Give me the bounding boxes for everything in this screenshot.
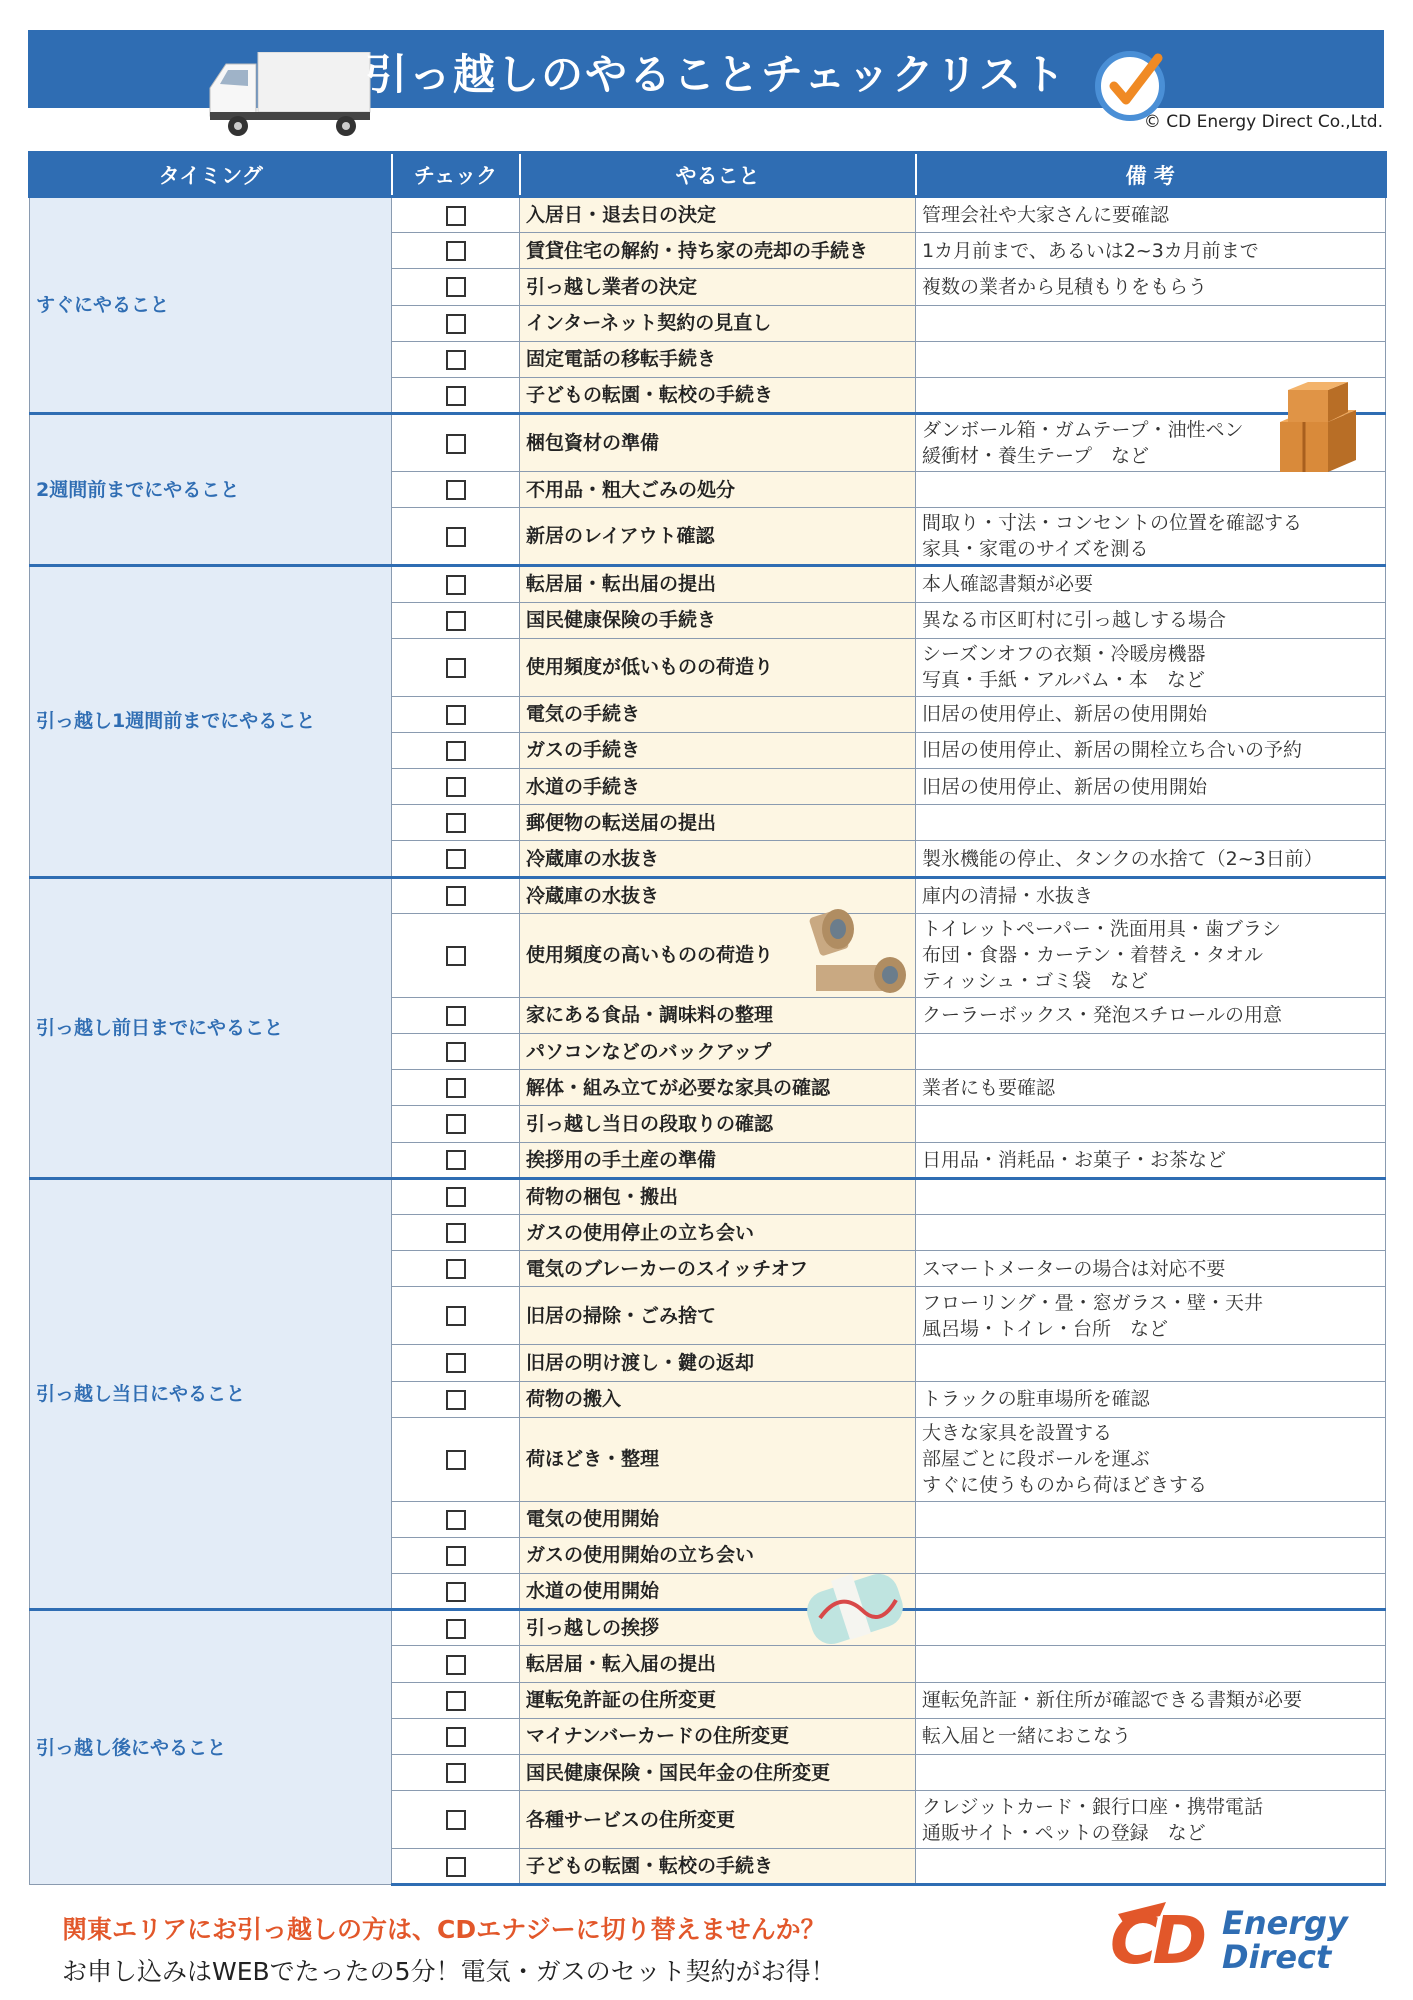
note-text: クーラーボックス・発泡スチロールの用意: [916, 997, 1386, 1033]
check-cell: [392, 1214, 520, 1250]
checkbox[interactable]: [446, 1114, 466, 1134]
table-row: [30, 877, 1386, 913]
checkbox[interactable]: [446, 1306, 466, 1326]
checkbox[interactable]: [446, 1810, 466, 1830]
note-text: シーズンオフの衣類・冷暖房機器 写真・手紙・アルバム・本 など: [916, 638, 1386, 696]
note-text: [916, 1034, 1386, 1070]
note-text: [916, 1501, 1386, 1537]
check-cell: [392, 805, 520, 841]
task-label: ガスの使用停止の立ち会い: [520, 1214, 916, 1250]
check-cell: [392, 508, 520, 566]
promo-subline: お申し込みはWEBでたったの5分！電気・ガスのセット契約がお得！: [62, 1957, 836, 1986]
checkbox[interactable]: [446, 241, 466, 261]
checkbox[interactable]: [446, 1006, 466, 1026]
logo-word-energy: Energy: [1222, 1904, 1348, 1942]
table-row: [30, 414, 1386, 472]
cd-energy-direct-logo: [1110, 1896, 1380, 1986]
logo-mark-text: CD: [1110, 1902, 1202, 1979]
check-cell: [392, 877, 520, 913]
note-text: 間取り・寸法・コンセントの位置を確認する 家具・家電のサイズを測る: [916, 508, 1386, 566]
task-label: 挨拶用の手土産の準備: [520, 1142, 916, 1178]
task-label: 子どもの転園・転校の手続き: [520, 1849, 916, 1885]
checkbox[interactable]: [446, 1187, 466, 1207]
check-cell: [392, 472, 520, 508]
note-text: [916, 1345, 1386, 1381]
header-task: やること: [520, 153, 916, 197]
task-label: 水道の手続き: [520, 769, 916, 805]
task-label: 使用頻度の高いものの荷造り: [520, 913, 916, 997]
note-text: 管理会社や大家さんに要確認: [916, 197, 1386, 233]
check-cell: [392, 769, 520, 805]
checkbox[interactable]: [446, 1223, 466, 1243]
task-label: 転居届・転入届の提出: [520, 1646, 916, 1682]
task-label: インターネット契約の見直し: [520, 305, 916, 341]
note-text: [916, 1849, 1386, 1885]
task-label: 入居日・退去日の決定: [520, 197, 916, 233]
task-label: 梱包資材の準備: [520, 414, 916, 472]
check-cell: [392, 638, 520, 696]
checkbox[interactable]: [446, 1763, 466, 1783]
checkbox[interactable]: [446, 575, 466, 595]
task-label: 転居届・転出届の提出: [520, 566, 916, 602]
task-label: 子どもの転園・転校の手続き: [520, 377, 916, 413]
note-text: 旧居の使用停止、新居の使用開始: [916, 769, 1386, 805]
checklist-table: [28, 151, 1387, 1886]
task-label: 荷物の梱包・搬出: [520, 1178, 916, 1214]
check-cell: [392, 913, 520, 997]
note-text: フローリング・畳・窓ガラス・壁・天井 風呂場・トイレ・台所 など: [916, 1287, 1386, 1345]
task-label: 国民健康保険・国民年金の住所変更: [520, 1755, 916, 1791]
checkbox[interactable]: [446, 386, 466, 406]
logo-mark: [1110, 1902, 1201, 1979]
task-label: 家にある食品・調味料の整理: [520, 997, 916, 1033]
checkbox[interactable]: [446, 777, 466, 797]
checkbox[interactable]: [446, 611, 466, 631]
task-label: 荷物の搬入: [520, 1381, 916, 1417]
checkbox[interactable]: [446, 1042, 466, 1062]
checkbox[interactable]: [446, 849, 466, 869]
task-label: 解体・組み立てが必要な家具の確認: [520, 1070, 916, 1106]
check-cell: [392, 997, 520, 1033]
note-text: [916, 1106, 1386, 1142]
task-label: 冷蔵庫の水抜き: [520, 841, 916, 877]
check-cell: [392, 1417, 520, 1501]
check-cell: [392, 197, 520, 233]
check-cell: [392, 1574, 520, 1610]
note-text: [916, 1646, 1386, 1682]
cardboard-boxes-icon: [1270, 382, 1366, 478]
checkbox[interactable]: [446, 206, 466, 226]
task-label: 引っ越し業者の決定: [520, 269, 916, 305]
checkbox[interactable]: [446, 1655, 466, 1675]
checkbox[interactable]: [446, 1353, 466, 1373]
check-cell: [392, 566, 520, 602]
check-cell: [392, 602, 520, 638]
check-cell: [392, 732, 520, 768]
checkbox[interactable]: [446, 277, 466, 297]
task-label: 引っ越し当日の段取りの確認: [520, 1106, 916, 1142]
note-text: [916, 305, 1386, 341]
check-cell: [392, 1755, 520, 1791]
task-label: 電気のブレーカーのスイッチオフ: [520, 1251, 916, 1287]
task-label: 不用品・粗大ごみの処分: [520, 472, 916, 508]
check-cell: [392, 1537, 520, 1573]
note-text: 1カ月前まで、あるいは2~3カ月前まで: [916, 233, 1386, 269]
promo-headline: 関東エリアにお引っ越しの方は、CDエナジーに切り替えませんか？: [62, 1915, 826, 1944]
task-label: ガスの使用開始の立ち会い: [520, 1537, 916, 1573]
note-text: トラックの駐車場所を確認: [916, 1381, 1386, 1417]
note-text: 大きな家具を設置する 部屋ごとに段ボールを運ぶ すぐに使うものから荷ほどきする: [916, 1417, 1386, 1501]
gift-towel-icon: [800, 1570, 910, 1650]
checkbox[interactable]: [446, 314, 466, 334]
copyright: © CD Energy Direct Co.,Ltd.: [1143, 112, 1383, 132]
header-timing: タイミング: [30, 153, 392, 197]
note-text: [916, 1537, 1386, 1573]
task-label: 旧居の掃除・ごみ捨て: [520, 1287, 916, 1345]
check-cell: [392, 1718, 520, 1754]
task-label: 冷蔵庫の水抜き: [520, 877, 916, 913]
page-title: 引っ越しのやることチェックリスト: [365, 50, 1067, 99]
task-label: 運転免許証の住所変更: [520, 1682, 916, 1718]
check-cell: [392, 269, 520, 305]
task-label: 水道の使用開始: [520, 1574, 916, 1610]
checkbox[interactable]: [446, 1727, 466, 1747]
note-text: 複数の業者から見積もりをもらう: [916, 269, 1386, 305]
check-cell: [392, 1849, 520, 1885]
packing-tape-icon: [806, 895, 910, 999]
task-label: 各種サービスの住所変更: [520, 1791, 916, 1849]
task-label: ガスの手続き: [520, 732, 916, 768]
task-label: パソコンなどのバックアップ: [520, 1034, 916, 1070]
checkbox[interactable]: [446, 946, 466, 966]
timing-label: 引っ越し当日にやること: [30, 1178, 392, 1610]
check-cell: [392, 841, 520, 877]
check-cell: [392, 1501, 520, 1537]
checkbox[interactable]: [446, 1510, 466, 1530]
note-text: [916, 1214, 1386, 1250]
title-banner: [28, 30, 1384, 108]
note-text: 製氷機能の停止、タンクの水捨て（2~3日前）: [916, 841, 1386, 877]
check-cell: [392, 305, 520, 341]
check-cell: [392, 233, 520, 269]
check-cell: [392, 1345, 520, 1381]
check-cell: [392, 1381, 520, 1417]
timing-label: 2週間前までにやること: [30, 414, 392, 566]
check-cell: [392, 1610, 520, 1646]
note-text: 旧居の使用停止、新居の使用開始: [916, 696, 1386, 732]
task-label: 固定電話の移転手続き: [520, 341, 916, 377]
note-text: [916, 805, 1386, 841]
note-text: [916, 1178, 1386, 1214]
check-cell: [392, 1178, 520, 1214]
timing-label: すぐにやること: [30, 197, 392, 414]
timing-label: 引っ越し1週間前までにやること: [30, 566, 392, 877]
checkbox[interactable]: [446, 1619, 466, 1639]
check-cell: [392, 1682, 520, 1718]
check-cell: [392, 1142, 520, 1178]
note-text: 庫内の清掃・水抜き: [916, 877, 1386, 913]
task-label: 電気の使用開始: [520, 1501, 916, 1537]
check-cell: [392, 341, 520, 377]
timing-label: 引っ越し前日までにやること: [30, 877, 392, 1178]
checkbox[interactable]: [446, 1259, 466, 1279]
note-text: クレジットカード・銀行口座・携帯電話 通販サイト・ペットの登録 など: [916, 1791, 1386, 1849]
task-label: 国民健康保険の手続き: [520, 602, 916, 638]
check-cell: [392, 414, 520, 472]
check-cell: [392, 1070, 520, 1106]
header-check: チェック: [392, 153, 520, 197]
task-label: 引っ越しの挨拶: [520, 1610, 916, 1646]
table-row: [30, 1178, 1386, 1214]
task-label: 荷ほどき・整理: [520, 1417, 916, 1501]
note-text: 異なる市区町村に引っ越しする場合: [916, 602, 1386, 638]
check-cell: [392, 696, 520, 732]
check-cell: [392, 377, 520, 413]
note-text: 旧居の使用停止、新居の開栓立ち合いの予約: [916, 732, 1386, 768]
checkbox[interactable]: [446, 350, 466, 370]
task-label: 郵便物の転送届の提出: [520, 805, 916, 841]
checkbox[interactable]: [446, 1150, 466, 1170]
header-note: 備 考: [916, 153, 1386, 197]
checkbox[interactable]: [446, 1857, 466, 1877]
checkbox[interactable]: [446, 1691, 466, 1711]
checkbox[interactable]: [446, 1582, 466, 1602]
checkbox[interactable]: [446, 1546, 466, 1566]
check-cell: [392, 1287, 520, 1345]
timing-label: 引っ越し後にやること: [30, 1610, 392, 1885]
note-text: ダンボール箱・ガムテープ・油性ペン 緩衝材・養生テープ など: [916, 414, 1386, 472]
check-cell: [392, 1251, 520, 1287]
checkbox[interactable]: [446, 480, 466, 500]
checkbox[interactable]: [446, 434, 466, 454]
note-text: 業者にも要確認: [916, 1070, 1386, 1106]
note-text: [916, 1755, 1386, 1791]
check-cell: [392, 1034, 520, 1070]
check-cell: [392, 1646, 520, 1682]
task-label: 賃貸住宅の解約・持ち家の売却の手続き: [520, 233, 916, 269]
table-row: [30, 566, 1386, 602]
note-text: [916, 341, 1386, 377]
task-label: 旧居の明け渡し・鍵の返却: [520, 1345, 916, 1381]
checkbox[interactable]: [446, 886, 466, 906]
checkbox[interactable]: [446, 527, 466, 547]
checkbox[interactable]: [446, 813, 466, 833]
checkbox[interactable]: [446, 1450, 466, 1470]
checkbox[interactable]: [446, 705, 466, 725]
checkbox[interactable]: [446, 741, 466, 761]
task-label: マイナンバーカードの住所変更: [520, 1718, 916, 1754]
note-text: スマートメーターの場合は対応不要: [916, 1251, 1386, 1287]
table-row: [30, 197, 1386, 233]
table-row: [30, 1610, 1386, 1646]
logo-word-direct: Direct: [1222, 1938, 1332, 1976]
checklist-body: [30, 197, 1386, 1885]
task-label: 新居のレイアウト確認: [520, 508, 916, 566]
note-text: [916, 1574, 1386, 1610]
note-text: 転入届と一緒におこなう: [916, 1718, 1386, 1754]
note-text: トイレットペーパー・洗面用具・歯ブラシ 布団・食器・カーテン・着替え・タオル ティッシュ・ゴミ袋 など: [916, 913, 1386, 997]
note-text: [916, 1610, 1386, 1646]
note-text: 本人確認書類が必要: [916, 566, 1386, 602]
checkbox[interactable]: [446, 1390, 466, 1410]
checkbox[interactable]: [446, 1078, 466, 1098]
task-label: 電気の手続き: [520, 696, 916, 732]
table-header-row: [30, 153, 1386, 197]
note-text: 日用品・消耗品・お菓子・お茶など: [916, 1142, 1386, 1178]
checkbox[interactable]: [446, 658, 466, 678]
task-label: 使用頻度が低いものの荷造り: [520, 638, 916, 696]
check-cell: [392, 1106, 520, 1142]
note-text: 運転免許証・新住所が確認できる書類が必要: [916, 1682, 1386, 1718]
check-cell: [392, 1791, 520, 1849]
